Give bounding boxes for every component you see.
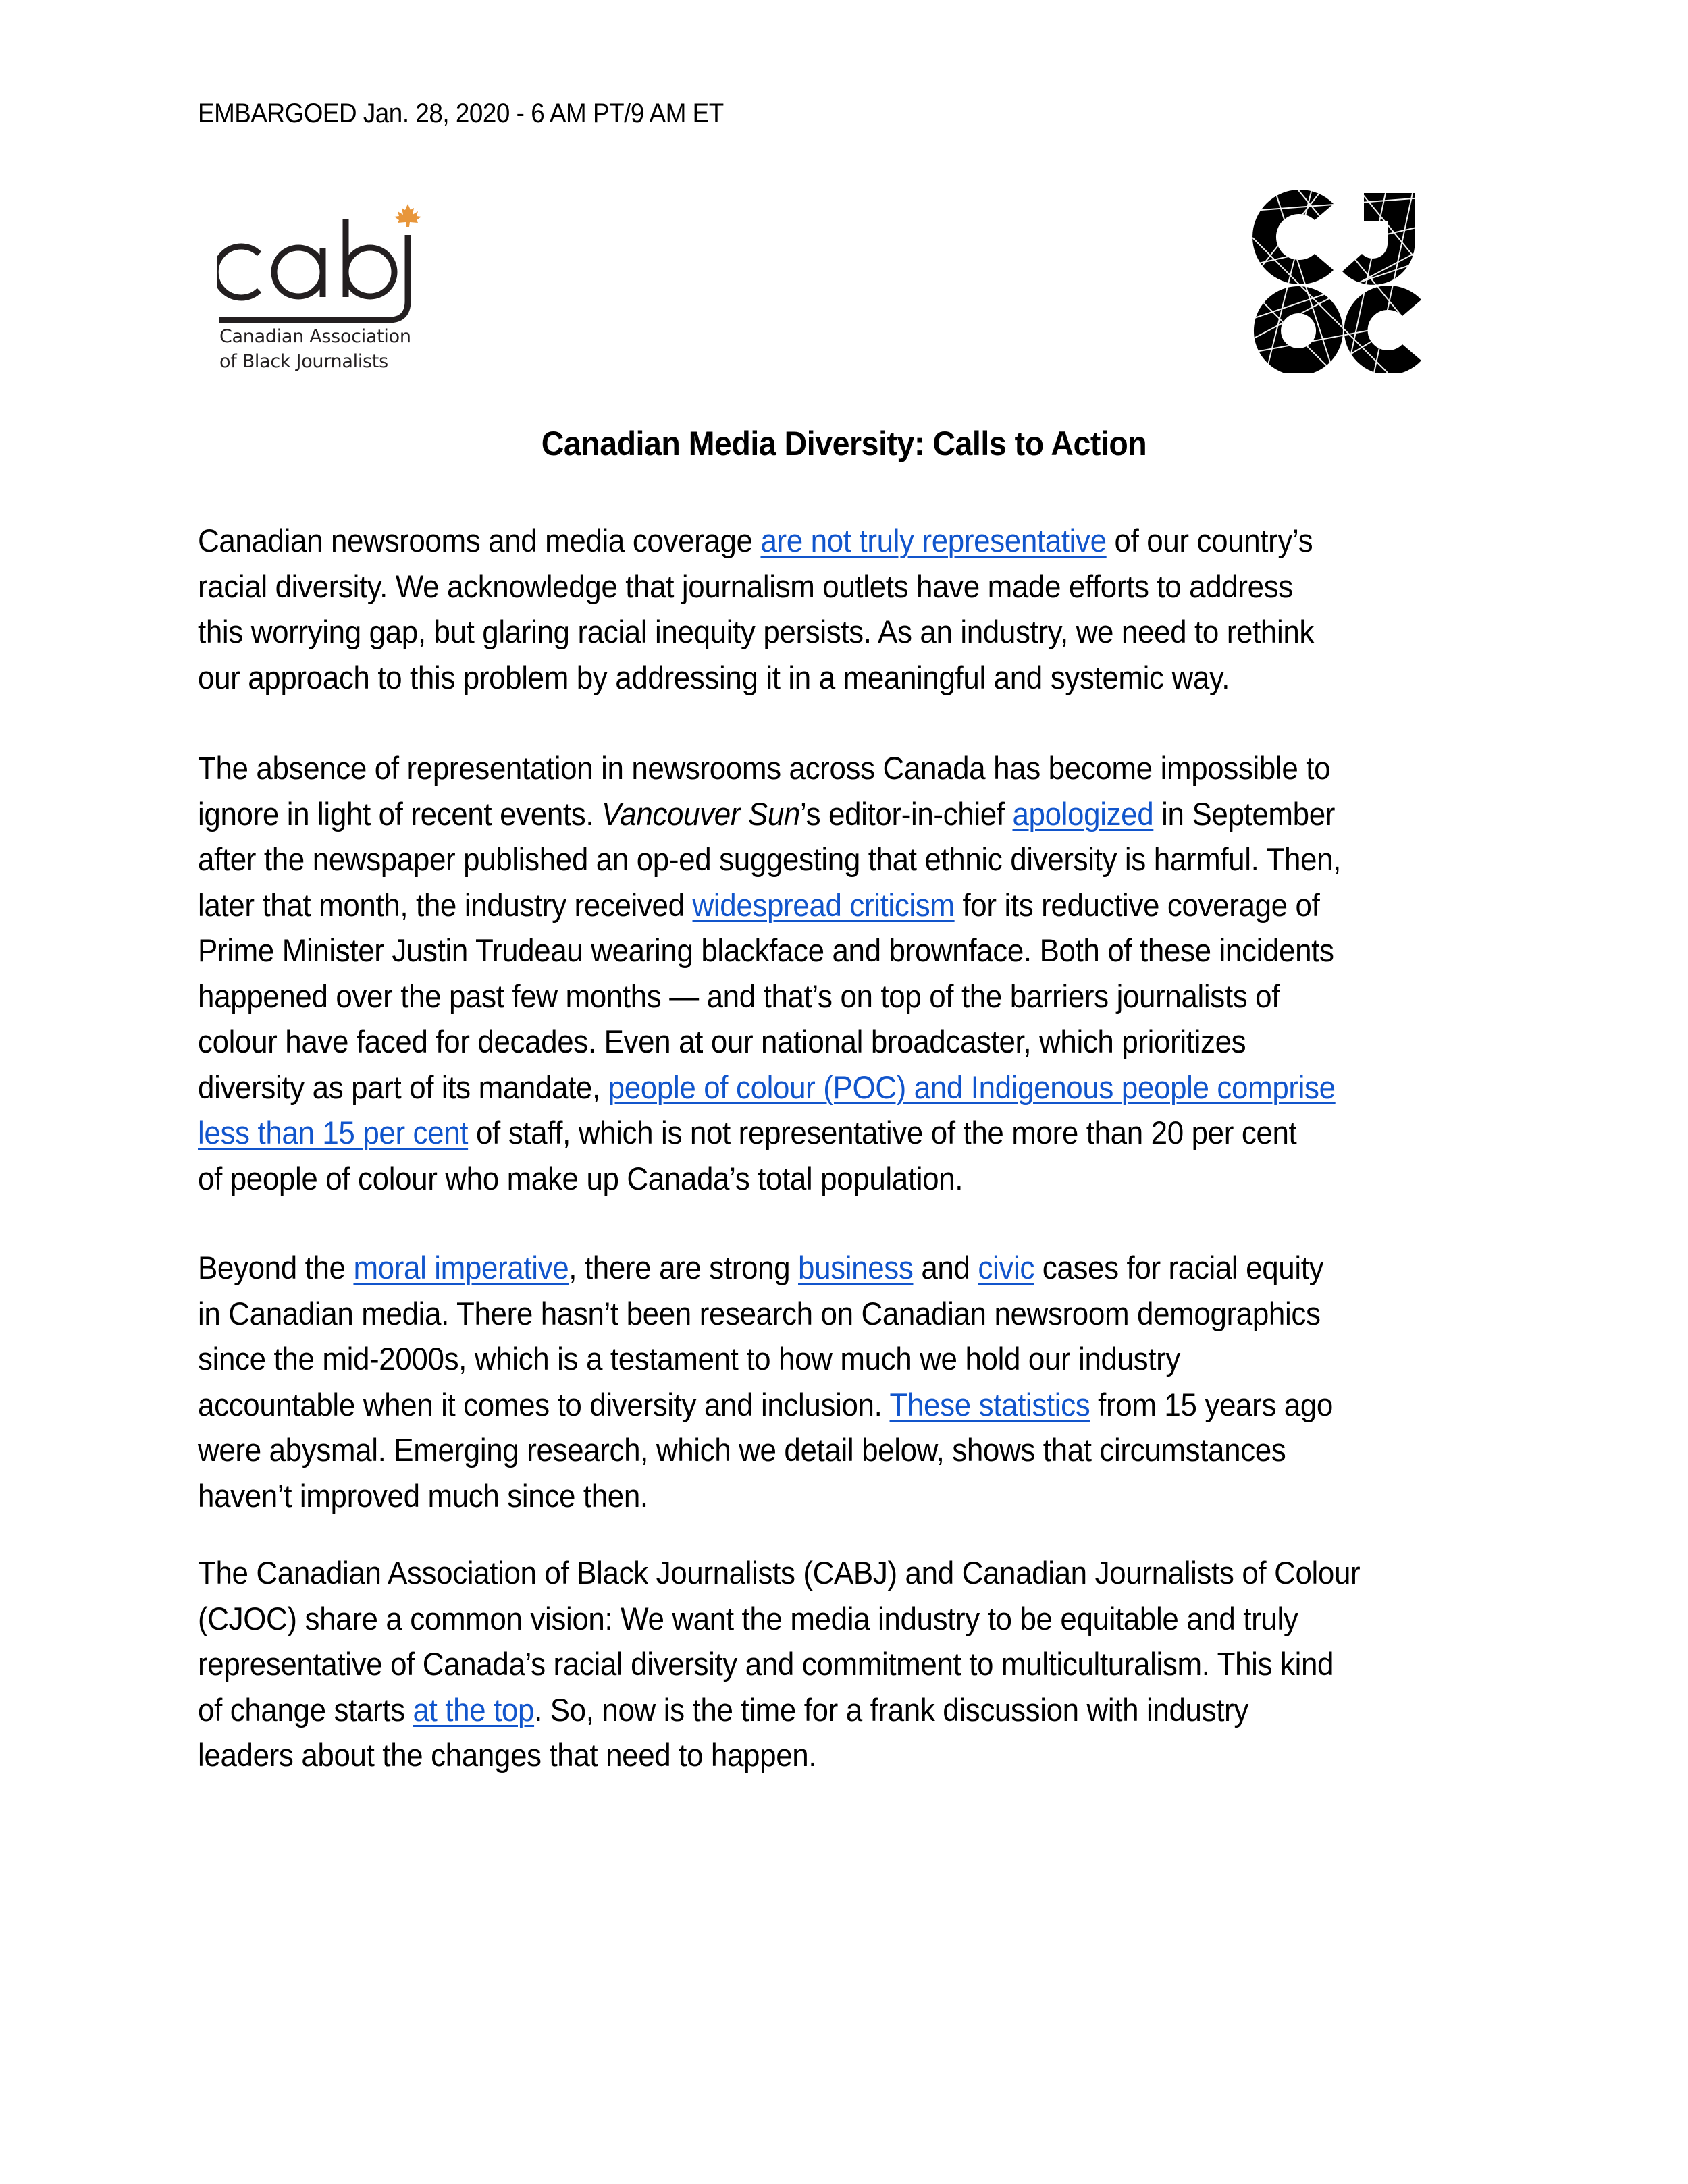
link-widespread-criticism[interactable]: widespread criticism <box>692 886 955 923</box>
p1-line-3: this worrying gap, but glaring racial inequity persists. As an industry, we need to rethink <box>198 614 1315 649</box>
link-poc-indigenous-staff-2[interactable]: less than 15 per cent <box>198 1115 469 1150</box>
document-title <box>0 424 1688 463</box>
p4-line-2: (CJOC) share a common vision: We want the media industry to be equitable and truly <box>198 1600 1298 1636</box>
p2-line-3: after the newspaper published an op-ed suggesting that ethnic diversity is harmful. Then, <box>198 841 1342 877</box>
link-poc-indigenous-staff-1[interactable]: people of colour (POC) and Indigenous people comprise <box>608 1069 1336 1105</box>
paragraph-2 <box>198 745 1501 1201</box>
p2-line-6: happened over the past few months — and that’s on top of the barriers journalists of <box>198 978 1280 1014</box>
p3-line-5: were abysmal. Emerging research, which we detail below, shows that circumstances <box>198 1432 1286 1468</box>
link-not-truly-representative[interactable]: are not truly representative <box>760 523 1107 558</box>
document-title-text: Canadian Media Diversity: Calls to Action <box>541 425 1147 462</box>
text-span: of staff, which is not representative of the more than 20 per cent <box>468 1115 1297 1150</box>
maple-leaf-icon <box>394 204 421 227</box>
text-span: diversity as part of its mandate, <box>198 1069 608 1105</box>
p4-line-4 <box>198 1687 1417 1733</box>
text-span: Canadian newsrooms and media coverage <box>198 523 761 558</box>
text-span: ignore in light of recent events. <box>198 795 602 832</box>
text-span: for its reductive coverage of <box>954 886 1320 923</box>
p1-line-4: our approach to this problem by addressing it in a meaningful and systemic way. <box>198 659 1230 695</box>
p1-line-1 <box>198 518 1417 564</box>
text-span: cases for racial equity <box>1034 1250 1324 1285</box>
text-span: from 15 years ago <box>1090 1386 1334 1422</box>
text-span: of change starts <box>198 1691 413 1728</box>
text-span: of our country’s <box>1106 523 1313 558</box>
link-apologized[interactable]: apologized <box>1012 795 1154 832</box>
p2-line-2 <box>198 791 1417 837</box>
p4-line-5: leaders about the changes that need to happen. <box>198 1737 817 1773</box>
text-span: in September <box>1153 795 1336 832</box>
p2-line-1: The absence of representation in newsrooms across Canada has become impossible to <box>198 750 1331 786</box>
p4-line-1: The Canadian Association of Black Journalists (CABJ) and Canadian Journalists of Colour <box>198 1555 1361 1591</box>
link-at-the-top[interactable]: at the top <box>413 1691 535 1728</box>
embargo-notice: EMBARGOED Jan. 28, 2020 - 6 AM PT/9 AM ET <box>198 99 724 128</box>
paragraph-3 <box>198 1245 1501 1518</box>
cabj-name-line1: Canadian Association <box>219 326 411 347</box>
text-span: . So, now is the time for a frank discussion with industry <box>534 1691 1248 1728</box>
cabj-name-line2: of Black Journalists <box>219 351 388 372</box>
p2-line-4 <box>198 882 1417 928</box>
cjoc-logo <box>1252 184 1431 373</box>
text-span: ’s editor-in-chief <box>799 795 1013 832</box>
p2-line-5: Prime Minister Justin Trudeau wearing blackface and brownface. Both of these incidents <box>198 932 1334 968</box>
text-span: and <box>913 1250 978 1285</box>
p4-line-3: representative of Canada’s racial diversity and commitment to multiculturalism. This kind <box>198 1646 1334 1682</box>
cabj-wordmark-icon <box>217 201 427 336</box>
text-span: accountable when it comes to diversity and inclusion. <box>198 1386 890 1422</box>
cabj-logo <box>217 201 427 373</box>
link-moral-imperative[interactable]: moral imperative <box>353 1250 569 1285</box>
p3-line-6: haven’t improved much since then. <box>198 1477 648 1514</box>
p1-line-2: racial diversity. We acknowledge that journalism outlets have made efforts to address <box>198 568 1293 604</box>
p3-line-1 <box>198 1245 1417 1291</box>
paragraph-4 <box>198 1550 1501 1778</box>
text-span: , there are strong <box>569 1250 799 1285</box>
text-span: Beyond the <box>198 1250 354 1285</box>
p2-line-8 <box>198 1065 1417 1111</box>
p2-line-10: of people of colour who make up Canada’s total population. <box>198 1160 964 1196</box>
publication-name-vancouver-sun: Vancouver Sun <box>601 795 800 832</box>
link-these-statistics[interactable]: These statistics <box>889 1386 1090 1422</box>
cjoc-mark-icon <box>1252 184 1431 373</box>
paragraph-1 <box>198 518 1501 700</box>
p3-line-3: since the mid-2000s, which is a testament to how much we hold our industry <box>198 1341 1180 1377</box>
text-span: later that month, the industry received <box>198 886 693 923</box>
link-business[interactable]: business <box>798 1250 914 1285</box>
p3-line-4 <box>198 1382 1417 1428</box>
p2-line-7: colour have faced for decades. Even at our national broadcaster, which prioritizes <box>198 1023 1246 1059</box>
p3-line-2: in Canadian media. There hasn’t been research on Canadian newsroom demographics <box>198 1295 1321 1331</box>
link-civic[interactable]: civic <box>978 1250 1034 1285</box>
p2-line-9 <box>198 1110 1417 1156</box>
